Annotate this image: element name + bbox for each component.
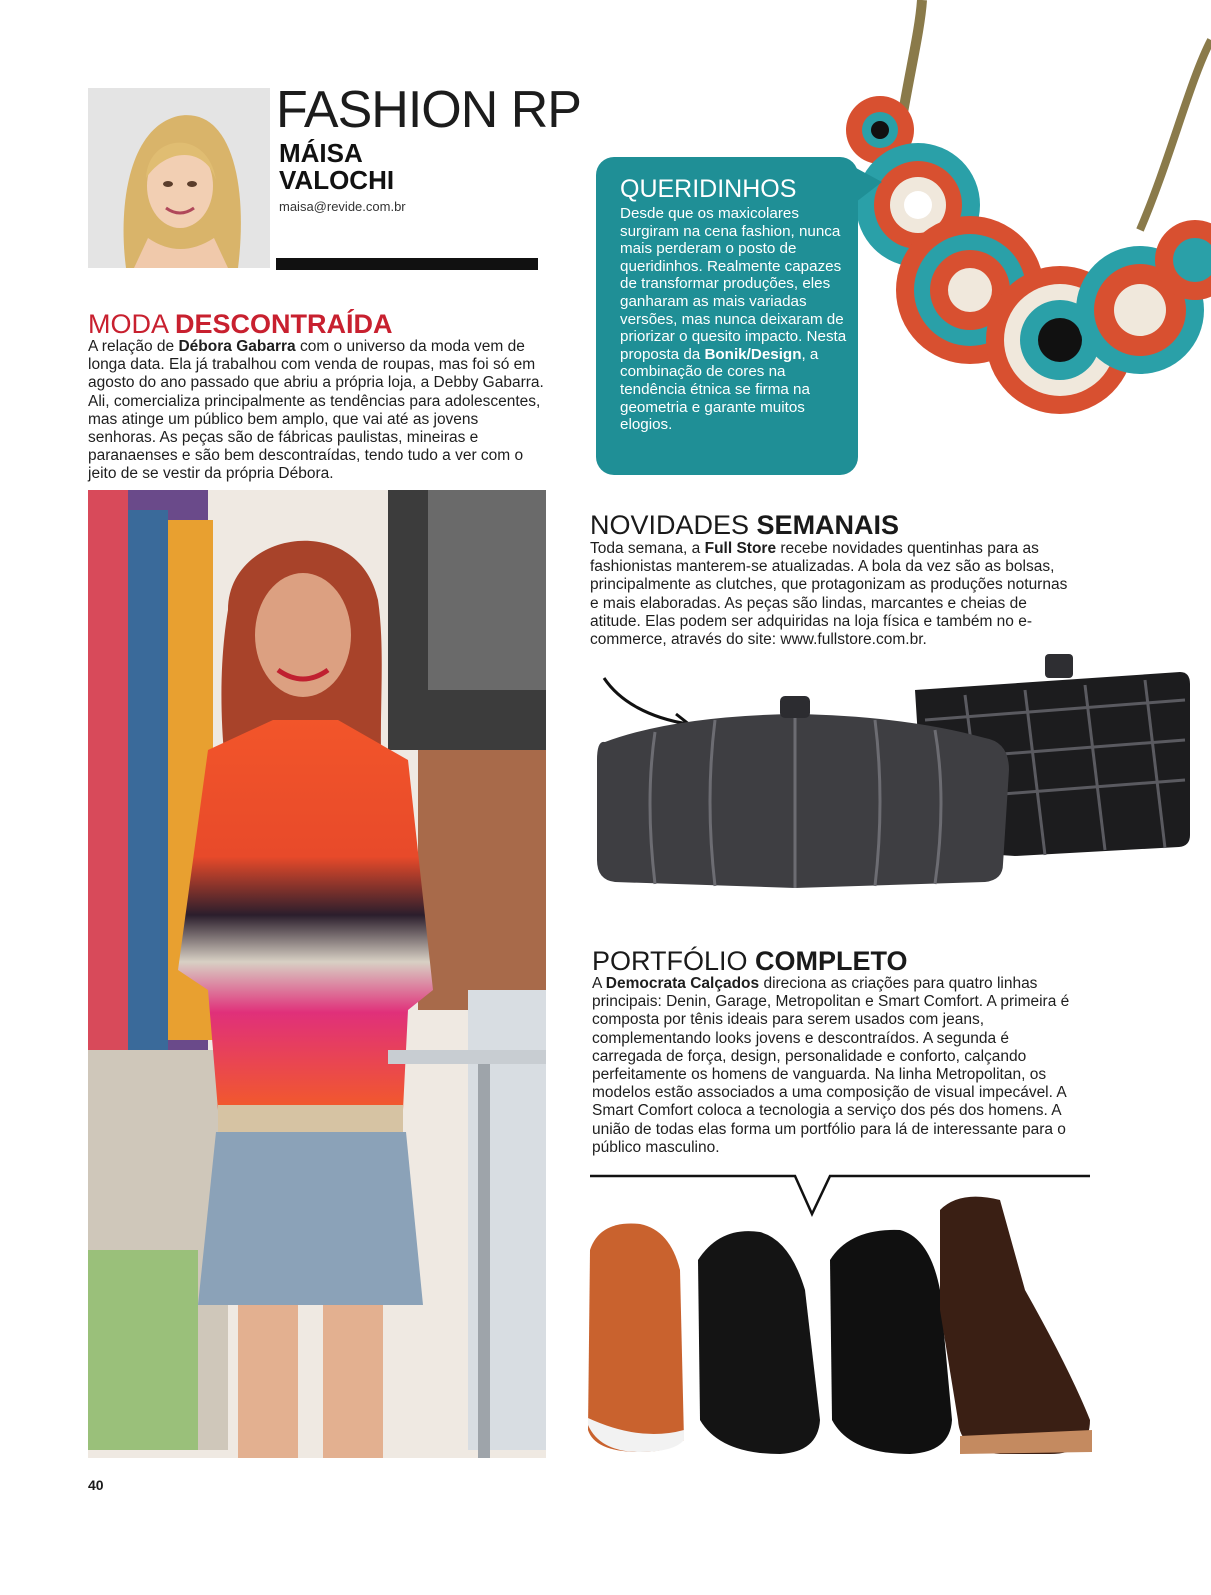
header-divider-bar [276,258,538,270]
queridinhos-text-bold: Bonik/Design [704,345,802,363]
novidades-text-after: recebe novidades quentinhas para as fashionistas manterem-se atualizadas. A bola da vez são as bolsas, principalmente as clutches, que protagonizam as produções noturnas e mais elaboradas. As peças são lindas, marcantes e cheias de atitude. Elas podem ser adquiridas na loja física e também no e-commerce, através do site: www.fullstore.com.br. [590,540,1068,649]
portfolio-section-title [592,946,908,976]
author-name-line1: MÁISA [279,138,363,168]
page-number: 40 [88,1477,104,1493]
portfolio-title-bold: COMPLETO [755,946,908,976]
moda-title-light: MODA [88,309,176,339]
moda-body-text [88,338,548,484]
portfolio-body-text [592,975,1082,1157]
novidades-title-bold: SEMANAIS [756,510,900,540]
shoes-image [580,1190,1180,1458]
queridinhos-text-before: Desde que os maxicolares surgiram na cena fashion, nunca mais perderam o posto de queridinhos. Realmente capazes de transformar produções, eles ganharam as mais variadas versões, mas nunca deixaram de priorizar o quesito impacto. Nesta proposta da [620,205,847,363]
author-name [279,140,394,194]
queridinhos-text-after: , a combinação de cores na tendência étnica se firma na geometria e garante muitos elogios. [620,345,819,434]
clutch-bags-image [585,650,1195,905]
author-name-line2: VALOCHI [279,165,395,195]
queridinhos-body-text [620,205,848,434]
queridinhos-title: QUERIDINHOS [620,175,797,203]
novidades-body-text [590,540,1070,649]
necklace-image [840,0,1211,450]
moda-text-bold: Débora Gabarra [178,338,296,355]
moda-text-before: A relação de [88,338,179,355]
moda-text-after: com o universo da moda vem de longa data. Ela já trabalhou com venda de roupas, mas foi só em agosto do ano passado que abriu a própria loja, a Debby Gabarra. Ali, comercializa principalmente as tendências para adolescentes, mas atinge um público bem amplo, que vai até as jovens senhoras. As peças são de fábricas paulistas, mineiras e paranaenses e são bem descontraídas, tendo tudo a ver com o jeito de se vestir da própria Débora. [88,338,544,483]
novidades-title-light: NOVIDADES [590,510,757,540]
novidades-section-title [590,510,899,540]
author-email: maisa@revide.com.br [279,199,406,214]
moda-section-title [88,309,393,339]
novidades-text-bold: Full Store [704,540,777,557]
bubble-pointer-icon [856,168,882,202]
portfolio-title-light: PORTFÓLIO [592,946,756,976]
novidades-text-before: Toda semana, a [590,540,705,557]
portfolio-text-after: direciona as criações para quatro linhas principais: Denin, Garage, Metropolitan e Smart Comfort. A primeira é composta por tênis ideais para serem usados com jeans, complementando looks jovens e descontraídos. A segunda é carregada de força, design, personalidade e conforto, calçando perfeitamente os homens de vanguarda. Na linha Metropolitan, os modelos estão associados a uma composição de visual impecável. A Smart Comfort coloca a tecnologia a serviço dos pés dos homens. A união de todas elas forma um portfólio para lá de interessante para o público masculino. [592,975,1070,1156]
author-photo [88,88,270,268]
column-title: FASHION RP [276,81,581,139]
store-owner-photo [88,490,546,1458]
moda-title-bold: DESCONTRAÍDA [175,309,393,339]
portfolio-text-before: A [592,975,606,992]
portfolio-text-bold: Democrata Calçados [605,975,760,992]
